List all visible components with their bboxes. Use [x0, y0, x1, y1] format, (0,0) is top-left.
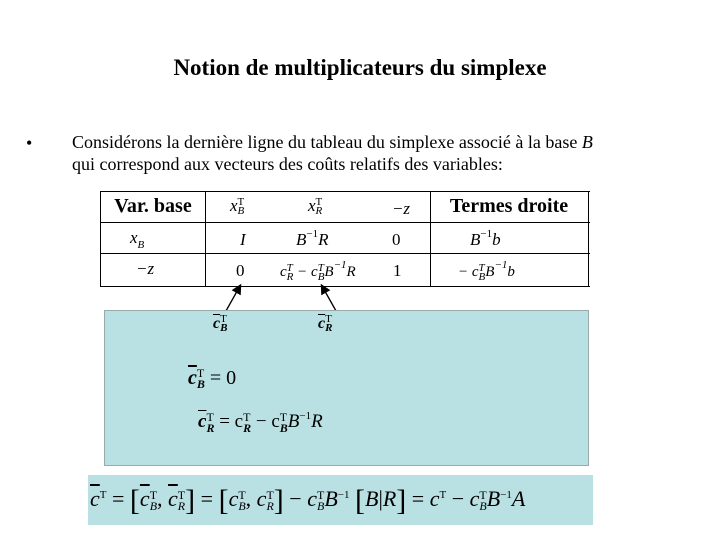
row1-binv-b: $B^{-1}b$	[470, 228, 501, 249]
page-title: Notion de multiplicateurs du simplexe	[173, 55, 547, 80]
row2-one: 1	[393, 261, 402, 280]
bullet-text-part2: qui correspond aux vecteurs des coûts relatifs des variables:	[72, 154, 503, 174]
header-termes-droite: Termes droite	[449, 195, 569, 217]
bullet-marker: •	[26, 133, 33, 153]
bottom-equation: $\overline{c}^T = [\overline{c}T$ B, $\overline{c}T$ R] = [cT B, cT R] − cT $BB^{-1}$ $[B|R] = c^T$ − cT $BB^{-1}A$	[90, 484, 526, 517]
row2-objective: − cT $BB^{-1}b$	[458, 259, 515, 283]
row1-binv-r: $B^{-1}R$	[296, 228, 329, 249]
multiplier-box	[104, 310, 589, 466]
header-xb: xT B	[230, 196, 245, 218]
arrow-label-cb: $\overline{c}T$ B	[213, 313, 228, 335]
row1-identity: I	[240, 230, 246, 249]
header-var-base: Var. base	[114, 195, 192, 217]
bullet-text-base-symbol: B	[581, 132, 593, 152]
row2-reduced-costs: cT R − cT $BB^{-1}R$	[280, 259, 356, 283]
arrow-label-cr: $\overline{c}T$ R	[318, 313, 333, 335]
equation-cb-zero: $\overline{c}T$ B = 0	[188, 366, 237, 392]
header-xr: xT R	[308, 196, 323, 218]
row2-var: −z	[136, 259, 155, 278]
header-minus-z: −z	[391, 199, 411, 218]
row2-zero: 0	[236, 261, 245, 280]
row1-zero: 0	[392, 230, 401, 249]
row1-var: $x_B$	[130, 228, 145, 251]
equation-cr-reduced: $\overline{c}T$ R = cT R − cT $BB^{-1}R$	[198, 409, 323, 435]
bullet-text-part1: Considérons la dernière ligne du tableau du simplexe associé à la base	[72, 132, 582, 152]
